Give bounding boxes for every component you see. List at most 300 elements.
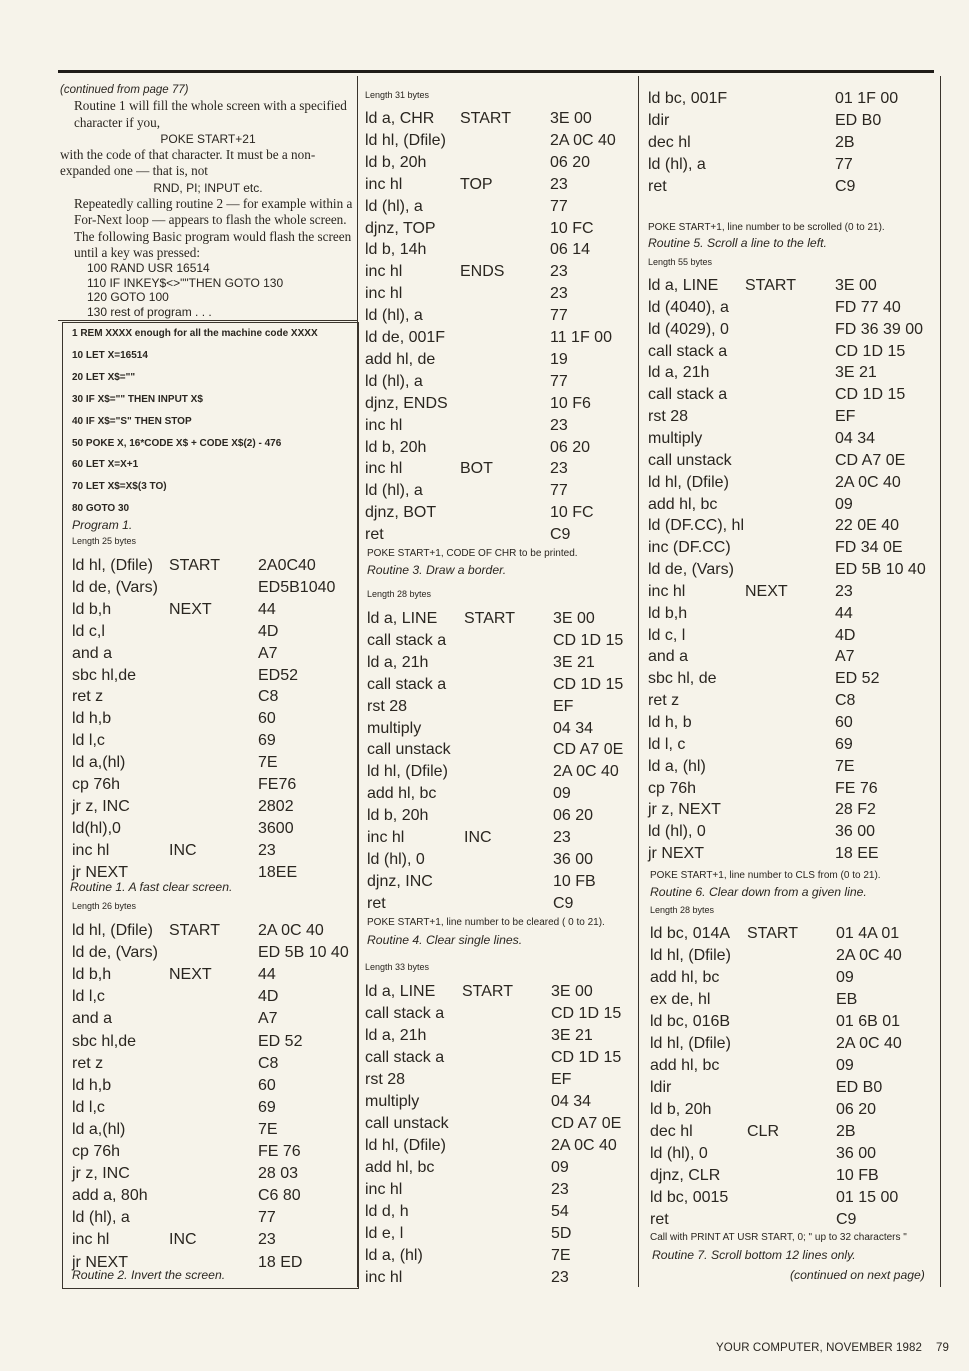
instruction: ld b, 20h: [367, 807, 429, 825]
hex-code: ED 52: [835, 670, 880, 688]
hex-code: 04 34: [551, 1093, 592, 1110]
instruction: inc hl: [365, 416, 403, 434]
instruction: rst 28: [367, 697, 408, 715]
instruction: ret: [367, 894, 386, 912]
instruction: ld b,h: [72, 966, 112, 984]
length-label: Length 33 bytes: [365, 962, 430, 972]
hex-code: 10 FC: [550, 504, 594, 522]
length-label: Length 26 bytes: [72, 901, 137, 911]
label: NEXT: [169, 966, 212, 984]
hex-code: C8: [835, 692, 856, 710]
instruction: djnz, BOT: [365, 504, 437, 522]
hex-code: 22 0E 40: [835, 517, 900, 535]
hex-code: 60: [258, 710, 276, 728]
hex-code: CD 1D 15: [551, 1049, 622, 1066]
hex-code: 7E: [258, 1120, 278, 1138]
instruction: ld l,c: [72, 1098, 105, 1116]
hex-code: 3E 00: [550, 110, 592, 127]
instruction: ld a, 21h: [648, 364, 710, 382]
page-footer: [716, 1342, 949, 1354]
hex-code: CD 1D 15: [553, 631, 624, 649]
hex-code: A7: [835, 648, 855, 666]
instruction: ld c, l: [648, 626, 686, 644]
instruction: ld bc, 0015: [650, 1189, 729, 1206]
routine-note: POKE START+1, line number to be scrolled (0 to 21).: [648, 222, 885, 233]
hex-code: CD 1D 15: [835, 342, 906, 360]
intro-paragraph-1: Routine 1 will fill the whole screen with a specified character if you,: [74, 98, 347, 130]
hex-code: 11 1F 00: [550, 329, 612, 346]
instruction: ret: [650, 1211, 669, 1228]
label: START: [462, 983, 513, 1000]
instruction: call stack a: [648, 386, 728, 404]
hex-code: C9: [553, 894, 574, 912]
routine-note: Call with PRINT AT USR START, 0; " up to 32 characters ": [650, 1232, 907, 1243]
instruction: ld de, (Vars): [72, 578, 158, 596]
instruction: ld a, (hl): [365, 1247, 423, 1264]
hex-code: 18 EE: [835, 845, 879, 863]
instruction: jr NEXT: [648, 845, 704, 863]
instruction: add hl, bc: [648, 495, 718, 513]
hex-code: 77: [550, 307, 568, 325]
hex-code: 23: [258, 841, 276, 859]
routine-note: POKE START+1, line number to be cleared ( 0 to 21).: [367, 917, 605, 928]
instruction: ld b, 20h: [650, 1101, 712, 1118]
instruction: add hl, bc: [365, 1159, 435, 1176]
routine-caption: Routine 5. Scroll a line to the left.: [648, 236, 827, 250]
hex-code: 23: [550, 263, 568, 281]
instruction: and a: [72, 644, 113, 662]
hex-code: FD 77 40: [835, 298, 901, 316]
hex-code: 4D: [258, 622, 279, 640]
hex-code: 4D: [258, 988, 279, 1006]
hex-code: 09: [553, 785, 571, 803]
instruction: rst 28: [648, 408, 689, 426]
hex-code: FE 76: [835, 779, 878, 797]
hex-code: 10 FB: [553, 872, 596, 890]
instruction: ld de, (Vars): [648, 561, 734, 579]
instruction: ld l,c: [72, 988, 105, 1006]
program-line: 70 LET X$=X$(3 TO): [72, 481, 167, 493]
instruction: ld a,(hl): [72, 754, 126, 772]
hex-code: 06 20: [553, 807, 594, 825]
hex-code: C6 80: [258, 1187, 301, 1205]
hex-code: 09: [836, 969, 854, 986]
label: TOP: [460, 175, 493, 193]
hex-code: 2A 0C 40: [551, 1137, 617, 1154]
instruction: inc hl: [365, 460, 403, 478]
instruction: ld a, (hl): [648, 757, 706, 775]
hex-code: 06 20: [550, 153, 591, 171]
hex-code: 3E 00: [553, 610, 595, 627]
instruction: ld (hl), 0: [367, 850, 425, 868]
instruction: ld (hl), a: [365, 482, 423, 500]
instruction: ld (4040), a: [648, 298, 729, 316]
hex-code: 2802: [258, 797, 294, 815]
program-line: 10 LET X=16514: [72, 349, 148, 361]
routine-caption: Routine 2. Invert the screen.: [72, 1268, 226, 1282]
instruction: ld de, (Vars): [72, 944, 158, 962]
label: ENDS: [460, 263, 505, 281]
hex-code: 44: [258, 966, 276, 984]
instruction: inc hl: [365, 1181, 403, 1198]
instruction: ld a,(hl): [72, 1120, 126, 1138]
hex-code: 77: [550, 372, 568, 390]
basic-line: 130 rest of program . . .: [87, 305, 212, 320]
instruction: call stack a: [367, 675, 447, 693]
instruction: inc hl: [648, 582, 686, 600]
hex-code: EF: [553, 697, 574, 715]
label: START: [460, 110, 511, 127]
column-divider: [357, 76, 358, 1287]
instruction: add a, 80h: [72, 1187, 148, 1205]
instruction: and a: [648, 648, 689, 666]
hex-code: EB: [836, 991, 858, 1008]
hex-code: 01 4A 01: [836, 925, 900, 942]
instruction: ld a, LINE: [648, 277, 719, 294]
instruction: inc hl: [365, 285, 403, 303]
hex-code: 2B: [835, 134, 855, 151]
instruction: ld (hl), a: [365, 307, 423, 325]
hex-code: 28 03: [258, 1165, 299, 1183]
hex-code: FD 36 39 00: [835, 320, 924, 338]
instruction: ld a, 21h: [365, 1027, 427, 1044]
hex-code: C9: [836, 1211, 857, 1228]
instruction: inc hl: [72, 841, 110, 859]
instruction: inc hl: [365, 175, 403, 193]
program-caption: Program 1.: [72, 518, 133, 532]
hex-code: 10 FC: [550, 219, 594, 237]
instruction: cp 76h: [648, 779, 697, 797]
instruction: ldir: [650, 1079, 672, 1096]
instruction: call stack a: [365, 1005, 445, 1022]
hex-code: 18EE: [258, 863, 298, 881]
instruction: ld (hl), 0: [650, 1145, 708, 1162]
hex-code: 2A 0C 40: [835, 473, 901, 491]
hex-code: A7: [258, 644, 278, 662]
label: NEXT: [745, 582, 788, 600]
hex-code: 23: [550, 460, 568, 478]
routine-caption: Routine 4. Clear single lines.: [367, 933, 523, 947]
hex-code: 3E 00: [551, 983, 593, 1000]
instruction: ld h,b: [72, 1076, 112, 1094]
program-line: 30 IF X$="" THEN INPUT X$: [72, 393, 203, 405]
instruction: ld b, 20h: [365, 438, 427, 456]
hex-code: FD 34 0E: [835, 539, 903, 557]
hex-code: CD 1D 15: [835, 386, 906, 404]
hex-code: 5D: [551, 1225, 572, 1242]
intro-rnd: RND, PI; INPUT etc.: [153, 180, 263, 195]
hex-code: 36 00: [553, 850, 594, 868]
instruction: add hl, bc: [650, 969, 720, 986]
instruction: sbc hl,de: [72, 1032, 137, 1050]
hex-code: 23: [550, 175, 568, 193]
instruction: multiply: [648, 429, 703, 447]
instruction: ld hl, (Dfile): [72, 557, 153, 574]
hex-code: 69: [258, 1098, 276, 1116]
instruction: ld a, 21h: [367, 653, 429, 671]
instruction: ld d, h: [365, 1203, 409, 1220]
hex-code: 36 00: [835, 823, 876, 841]
hex-code: 23: [550, 416, 568, 434]
hex-code: 09: [836, 1057, 854, 1074]
hex-code: 23: [258, 1231, 276, 1249]
hex-code: 7E: [258, 754, 278, 772]
instruction: multiply: [367, 719, 422, 737]
program-line: 40 IF X$="S" THEN STOP: [72, 415, 192, 427]
instruction: ld (hl), a: [648, 156, 706, 173]
hex-code: 7E: [551, 1247, 571, 1264]
page-number: 79: [936, 1342, 950, 1354]
hex-code: 2A 0C 40: [550, 131, 616, 149]
hex-code: EF: [551, 1071, 572, 1088]
hex-code: 23: [553, 829, 571, 846]
hex-code: 44: [258, 600, 276, 618]
instruction: ld hl, (Dfile): [72, 922, 153, 939]
instruction: ldir: [648, 112, 670, 129]
top-rule: [58, 70, 934, 73]
instruction: ld e, l: [365, 1225, 404, 1242]
length-label: Length 31 bytes: [365, 90, 430, 100]
hex-code: 2A 0C 40: [836, 947, 902, 964]
hex-code: 23: [551, 1181, 569, 1198]
hex-code: 2A 0C 40: [836, 1035, 902, 1052]
hex-code: 01 6B 01: [836, 1013, 901, 1030]
continued-from: (continued from page 77): [60, 84, 189, 96]
hex-code: 77: [550, 197, 568, 215]
instruction: ld bc, 014A: [650, 925, 731, 942]
hex-code: EF: [835, 408, 856, 426]
hex-code: ED B0: [836, 1079, 883, 1096]
instruction: jr z, INC: [72, 797, 130, 815]
hex-code: CD 1D 15: [551, 1005, 622, 1022]
instruction: djnz, INC: [367, 872, 433, 890]
hex-code: 77: [835, 156, 853, 173]
hex-code: CD A7 0E: [835, 451, 906, 469]
instruction: ld hl, (Dfile): [648, 473, 729, 491]
instruction: sbc hl, de: [648, 670, 717, 688]
routine-note: POKE START+1, line number to CLS from (0 to 21).: [650, 870, 881, 881]
hex-code: 36 00: [836, 1145, 877, 1162]
instruction: call stack a: [648, 342, 728, 360]
hex-code: 77: [258, 1209, 276, 1227]
hex-code: CD A7 0E: [551, 1115, 622, 1132]
instruction: call stack a: [367, 631, 447, 649]
hex-code: C8: [258, 688, 279, 706]
instruction: jr z, INC: [72, 1165, 130, 1183]
label: INC: [169, 1231, 197, 1249]
hex-code: FE 76: [258, 1143, 301, 1160]
label: INC: [464, 829, 492, 846]
hex-code: 18 ED: [258, 1253, 303, 1271]
hex-code: 60: [258, 1076, 276, 1094]
hex-code: 01 1F 00: [835, 90, 899, 107]
label: START: [169, 922, 220, 939]
instruction: ld hl, (Dfile): [367, 763, 448, 781]
instruction: add hl, bc: [367, 785, 437, 803]
instruction: dec hl: [650, 1123, 693, 1140]
instruction: ld h, b: [648, 714, 692, 731]
instruction: ld bc, 001F: [648, 90, 728, 107]
hex-code: 10 F6: [550, 394, 591, 412]
instruction: ld l, c: [648, 735, 686, 753]
instruction: ld (hl), a: [365, 197, 423, 215]
routine-caption: Routine 1. A fast clear screen.: [70, 880, 233, 894]
instruction: dec hl: [648, 134, 691, 151]
instruction: add hl, de: [365, 350, 436, 368]
instruction: ld a, LINE: [365, 983, 436, 1000]
intro-paragraph-3: Repeatedly calling routine 2 — for example within a For-Next loop — appears to flash the whole screen. The following Basic program would flash the screen until a key was pressed:: [74, 196, 353, 260]
instruction: jr z, NEXT: [648, 801, 721, 819]
hex-code: CD 1D 15: [553, 675, 624, 693]
hex-code: 3600: [258, 819, 294, 837]
length-label: Length 55 bytes: [648, 257, 713, 267]
hex-code: ED 5B 10 40: [835, 561, 926, 579]
magazine-name: YOUR COMPUTER, NOVEMBER 1982: [716, 1342, 923, 1354]
instruction: ld b, 20h: [365, 153, 427, 171]
program-line: 60 LET X=X+1: [72, 459, 139, 471]
hex-code: 2A 0C 40: [553, 763, 619, 781]
program-line: 50 POKE X, 16*CODE X$ + CODE X$(2) - 476: [72, 437, 282, 449]
instruction: ld (hl), 0: [648, 823, 706, 841]
hex-code: CD A7 0E: [553, 741, 624, 759]
instruction: ex de, hl: [650, 991, 711, 1008]
instruction: add hl, bc: [650, 1057, 720, 1074]
label: START: [747, 925, 798, 942]
label: CLR: [747, 1123, 780, 1140]
label: NEXT: [169, 600, 212, 618]
hex-code: 3E 21: [553, 653, 595, 671]
hex-code: 09: [551, 1159, 569, 1176]
hex-code: 28 F2: [835, 801, 876, 819]
label: START: [169, 557, 220, 574]
label: START: [745, 277, 796, 294]
hex-code: ED 5B 10 40: [258, 944, 349, 962]
instruction: jr NEXT: [72, 1253, 128, 1271]
instruction: ld h,b: [72, 710, 112, 728]
hex-code: 19: [550, 350, 568, 368]
instruction: jr NEXT: [72, 863, 128, 881]
routine-caption: Routine 7. Scroll bottom 12 lines only.: [652, 1248, 856, 1262]
hex-code: 06 20: [836, 1101, 877, 1118]
instruction: multiply: [365, 1093, 420, 1110]
hex-code: 23: [550, 285, 568, 303]
basic-line: 110 IF INKEY$<>""THEN GOTO 130: [87, 275, 284, 290]
hex-code: A7: [258, 1010, 278, 1028]
instruction: ld bc, 016B: [650, 1013, 731, 1030]
instruction: and a: [72, 1010, 113, 1028]
length-label: Length 25 bytes: [72, 536, 137, 546]
instruction: djnz, TOP: [365, 219, 436, 237]
hex-code: ED 52: [258, 1032, 303, 1050]
instruction: ld (hl), a: [72, 1209, 130, 1227]
intro-text: [60, 82, 356, 320]
basic-line: 120 GOTO 100: [87, 290, 169, 305]
hex-code: 2A 0C 40: [258, 922, 324, 939]
hex-code: ED B0: [835, 112, 882, 129]
instruction: djnz, CLR: [650, 1167, 721, 1184]
label: INC: [169, 841, 197, 859]
instruction: ret z: [648, 692, 680, 710]
instruction: ld b,h: [648, 604, 688, 622]
hex-code: FE76: [258, 776, 297, 793]
hex-code: C9: [550, 526, 571, 544]
hex-code: 2A0C40: [258, 557, 316, 574]
hex-code: 06 20: [550, 438, 591, 456]
hex-code: 3E 21: [551, 1027, 593, 1044]
hex-code: 04 34: [553, 719, 594, 737]
instruction: inc hl: [365, 263, 403, 281]
hex-code: 23: [835, 582, 853, 600]
instruction: sbc hl,de: [72, 666, 137, 684]
routine-note: POKE START+1, CODE OF CHR to be printed.: [367, 548, 578, 559]
hex-code: C9: [835, 178, 856, 195]
instruction: ld hl, (Dfile): [650, 947, 731, 964]
hex-code: 09: [835, 495, 853, 513]
instruction: ret z: [72, 688, 104, 706]
routine-caption: Routine 6. Clear down from a given line.: [650, 885, 867, 899]
instruction: ld hl, (Dfile): [365, 1137, 446, 1154]
routine-caption: Routine 3. Draw a border.: [367, 563, 507, 577]
instruction: rst 28: [365, 1071, 406, 1088]
program-line: 20 LET X$="": [72, 371, 136, 383]
hex-code: 69: [258, 732, 276, 750]
instruction: call stack a: [365, 1049, 445, 1066]
hex-code: 77: [550, 482, 568, 500]
label: BOT: [460, 460, 493, 478]
instruction: ld hl, (Dfile): [365, 131, 446, 149]
instruction: call unstack: [365, 1115, 449, 1132]
hex-code: 04 34: [835, 429, 876, 447]
instruction: ld l,c: [72, 732, 105, 750]
instruction: cp 76h: [72, 1143, 121, 1160]
instruction: ret: [365, 526, 384, 544]
hex-code: 54: [551, 1203, 569, 1220]
length-label: Length 28 bytes: [367, 589, 432, 599]
instruction: call unstack: [367, 741, 451, 759]
instruction: call unstack: [648, 451, 732, 469]
instruction: ld(hl),0: [72, 819, 121, 837]
instruction: inc hl: [72, 1231, 110, 1249]
hex-code: 10 FB: [836, 1167, 879, 1184]
instruction: ld a, LINE: [367, 610, 438, 627]
hex-code: 4D: [835, 626, 856, 644]
basic-line: 100 RAND USR 16514: [87, 261, 210, 276]
hex-code: ED5B1040: [258, 578, 336, 596]
instruction: inc (DF.CC): [648, 539, 731, 557]
instruction: ld de, 001F: [365, 329, 446, 346]
hex-code: 3E 21: [835, 364, 877, 382]
intro-poke: POKE START+21: [160, 131, 256, 146]
hex-code: 60: [835, 714, 853, 731]
instruction: ld hl, (Dfile): [650, 1035, 731, 1052]
hex-code: 01 15 00: [836, 1189, 899, 1206]
hex-code: ED52: [258, 666, 299, 684]
instruction: inc hl: [365, 1269, 403, 1286]
instruction: ret z: [72, 1054, 104, 1072]
label: START: [464, 610, 515, 627]
program-line: 80 GOTO 30: [72, 503, 130, 515]
program-line: 1 REM XXXX enough for all the machine code XXXX: [72, 328, 318, 339]
hex-code: 69: [835, 735, 853, 753]
instruction: ret: [648, 178, 667, 195]
column-divider: [940, 76, 941, 1287]
instruction: ld b, 14h: [365, 241, 427, 259]
instruction: ld b,h: [72, 600, 112, 618]
hex-code: 2B: [836, 1123, 856, 1140]
instruction: ld (DF.CC), hl: [648, 517, 745, 535]
continued-on: (continued on next page): [790, 1268, 925, 1282]
instruction: ld (hl), a: [365, 372, 423, 390]
